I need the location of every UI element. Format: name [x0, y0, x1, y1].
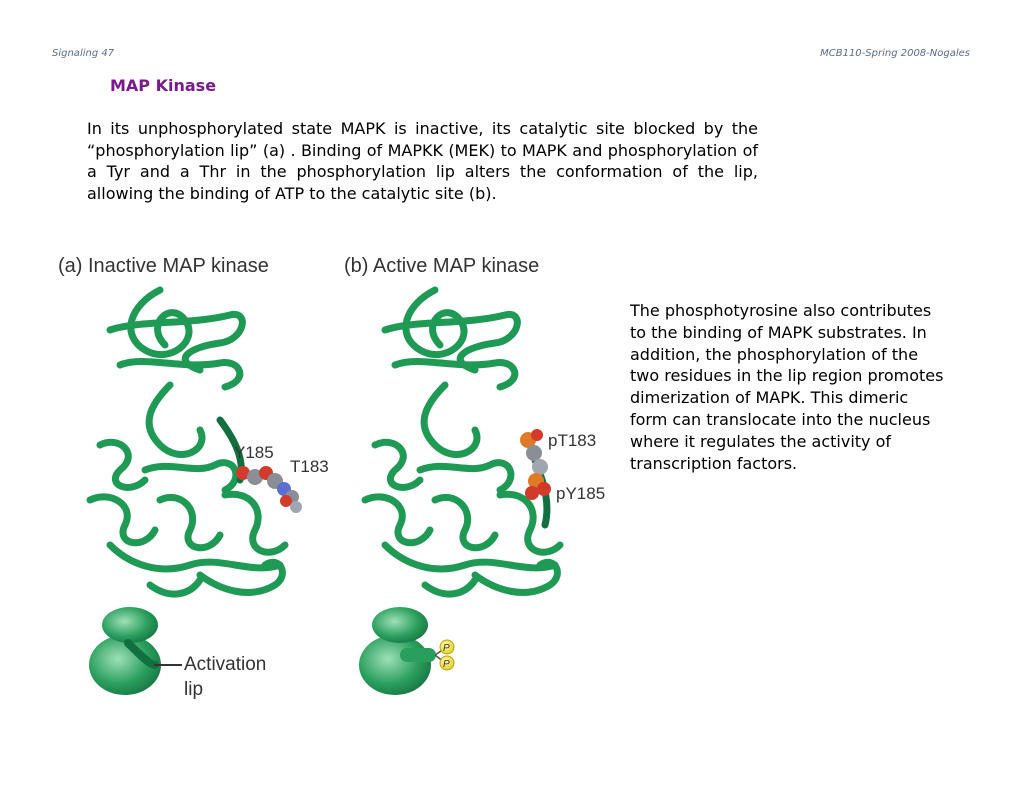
kinase-lower-lobe	[359, 635, 431, 695]
atom	[290, 501, 302, 513]
activation-lip	[400, 648, 436, 662]
residue-pt183-label: pT183	[548, 431, 597, 450]
residue-t183-label: T183	[290, 457, 329, 476]
activation-lip-label-2: lip	[184, 679, 204, 700]
panel-b-residues	[520, 429, 551, 500]
atom	[526, 445, 542, 461]
atom	[531, 429, 543, 441]
atom	[525, 486, 539, 500]
slide-number: Signaling 47	[52, 48, 115, 59]
kinase-upper-lobe	[102, 607, 158, 643]
active-kinase-cartoon	[359, 607, 454, 695]
side-paragraph: The phosphotyrosine also contributes to the binding of MAPK substrates. In addition, the phosphorylation of the two residues in the lip region promotes dimerization of MAPK. This dimeric form can translocate into the nucleus where it regulates the activity of transcription factors.	[630, 301, 944, 473]
atom	[537, 482, 551, 496]
kinase-upper-lobe	[372, 607, 428, 643]
phosphate-label: P	[443, 659, 450, 670]
atom	[280, 495, 292, 507]
map-kinase-illustration	[50, 245, 620, 715]
activation-lip-label: Activation	[184, 654, 267, 675]
intro-paragraph: In its unphosphorylated state MAPK is inactive, its catalytic site blocked by the “phosphorylation lip” (a) . Binding of MAPKK (MEK) to MAPK and phosphorylation of a Tyr and a Thr in the phosphorylation lip alters the conformation of the lip, allowing the binding of ATP to the catalytic site (b).	[87, 119, 758, 203]
slide-title: MAP Kinase	[110, 76, 217, 95]
course-label: MCB110-Spring 2008-Nogales	[820, 48, 970, 59]
phosphate-label: P	[443, 643, 450, 654]
map-kinase-figure	[50, 245, 620, 715]
inactive-kinase-cartoon	[89, 607, 182, 695]
panel-b-label: (b) Active MAP kinase	[344, 255, 540, 277]
residue-py185-label: pY185	[556, 484, 606, 503]
residue-y185-label: Y185	[234, 443, 274, 462]
atom	[532, 459, 548, 475]
panel-a-label: (a) Inactive MAP kinase	[58, 255, 269, 277]
